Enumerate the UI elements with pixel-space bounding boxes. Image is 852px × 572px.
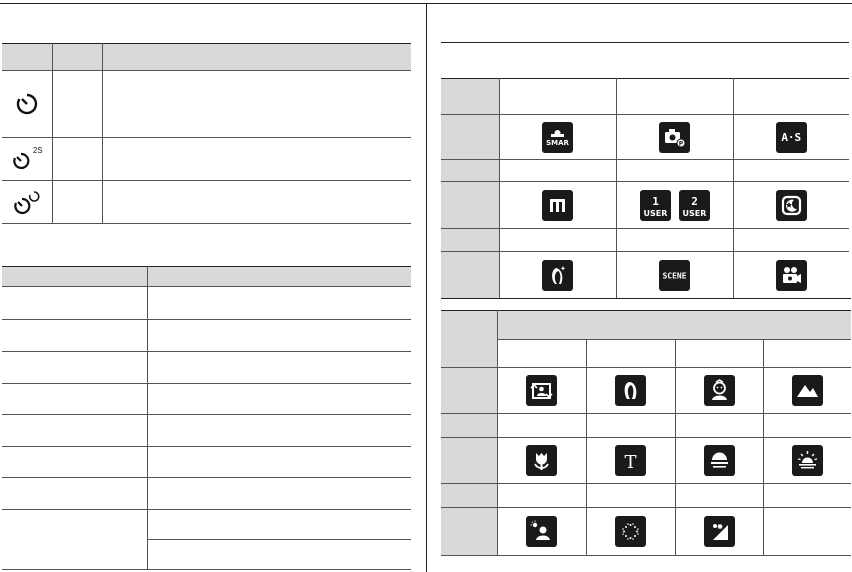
landscape-icon (792, 375, 823, 406)
svg-text:SCENE: SCENE (662, 271, 687, 280)
table-row (2, 384, 411, 415)
svg-text:T: T (624, 452, 637, 473)
table-row (441, 160, 849, 182)
shooting-mode-table (441, 78, 849, 299)
fireworks-icon (615, 516, 646, 547)
movie-icon (776, 260, 807, 291)
table-row (2, 71, 411, 138)
table-row (441, 368, 851, 414)
beauty-shot-icon (542, 260, 573, 291)
table-row (2, 478, 411, 510)
portrait-icon (615, 375, 646, 406)
children-icon (704, 375, 735, 406)
backlight-icon (526, 516, 557, 547)
header-cell (102, 44, 411, 71)
scene-mode-icon (659, 260, 690, 291)
table-row (441, 340, 851, 368)
text-icon (615, 445, 646, 476)
table-row (2, 138, 411, 181)
table-row (441, 484, 851, 508)
table-row (441, 229, 849, 252)
table-row (441, 438, 851, 484)
mode-table-header (2, 267, 411, 287)
timer-table-header (2, 44, 411, 71)
section-rule (441, 298, 851, 299)
table-row (441, 79, 849, 115)
svg-text:USER: USER (643, 208, 667, 218)
aperture-shutter-priority-icon: A·S (776, 122, 807, 153)
2-second-timer-icon (2, 138, 52, 181)
dawn-icon (792, 445, 823, 476)
header-cell (2, 267, 147, 287)
table-row (2, 510, 411, 540)
manual-mode-icon (542, 190, 573, 221)
table-row (441, 252, 849, 299)
section-rule (441, 42, 849, 43)
header-cell (2, 44, 52, 71)
sunset-icon (704, 445, 735, 476)
table-row (2, 181, 411, 224)
svg-text:SMAR: SMAR (546, 138, 569, 147)
scene-mode-table (441, 310, 851, 556)
close-up-icon (526, 445, 557, 476)
self-timer-icon (2, 71, 52, 138)
table-row (2, 447, 411, 478)
double-timer-icon (2, 181, 52, 224)
svg-text:P: P (678, 140, 684, 147)
night-mode-icon (776, 190, 807, 221)
user1-icon (640, 190, 671, 221)
program-icon (659, 122, 690, 153)
timer-table (2, 43, 411, 224)
table-row (441, 414, 851, 438)
mode-description-table (2, 266, 411, 570)
svg-text:USER: USER (682, 208, 706, 218)
table-row (441, 508, 851, 556)
table-row (2, 352, 411, 384)
page-gutter (426, 3, 427, 572)
svg-text:1: 1 (651, 194, 659, 208)
table-row (441, 115, 849, 160)
timer-2s-label: 2S (32, 146, 43, 155)
table-row (2, 287, 411, 320)
table-row (2, 320, 411, 352)
svg-text:2: 2 (690, 194, 698, 208)
frame-guide-icon (526, 375, 557, 406)
scene-table-header (441, 311, 851, 340)
header-cell (52, 44, 102, 71)
header-cell (147, 267, 411, 287)
table-row (441, 182, 849, 229)
beach-snow-icon (704, 516, 735, 547)
table-row (2, 415, 411, 447)
smart-auto-icon (542, 122, 573, 153)
user2-icon (679, 190, 710, 221)
